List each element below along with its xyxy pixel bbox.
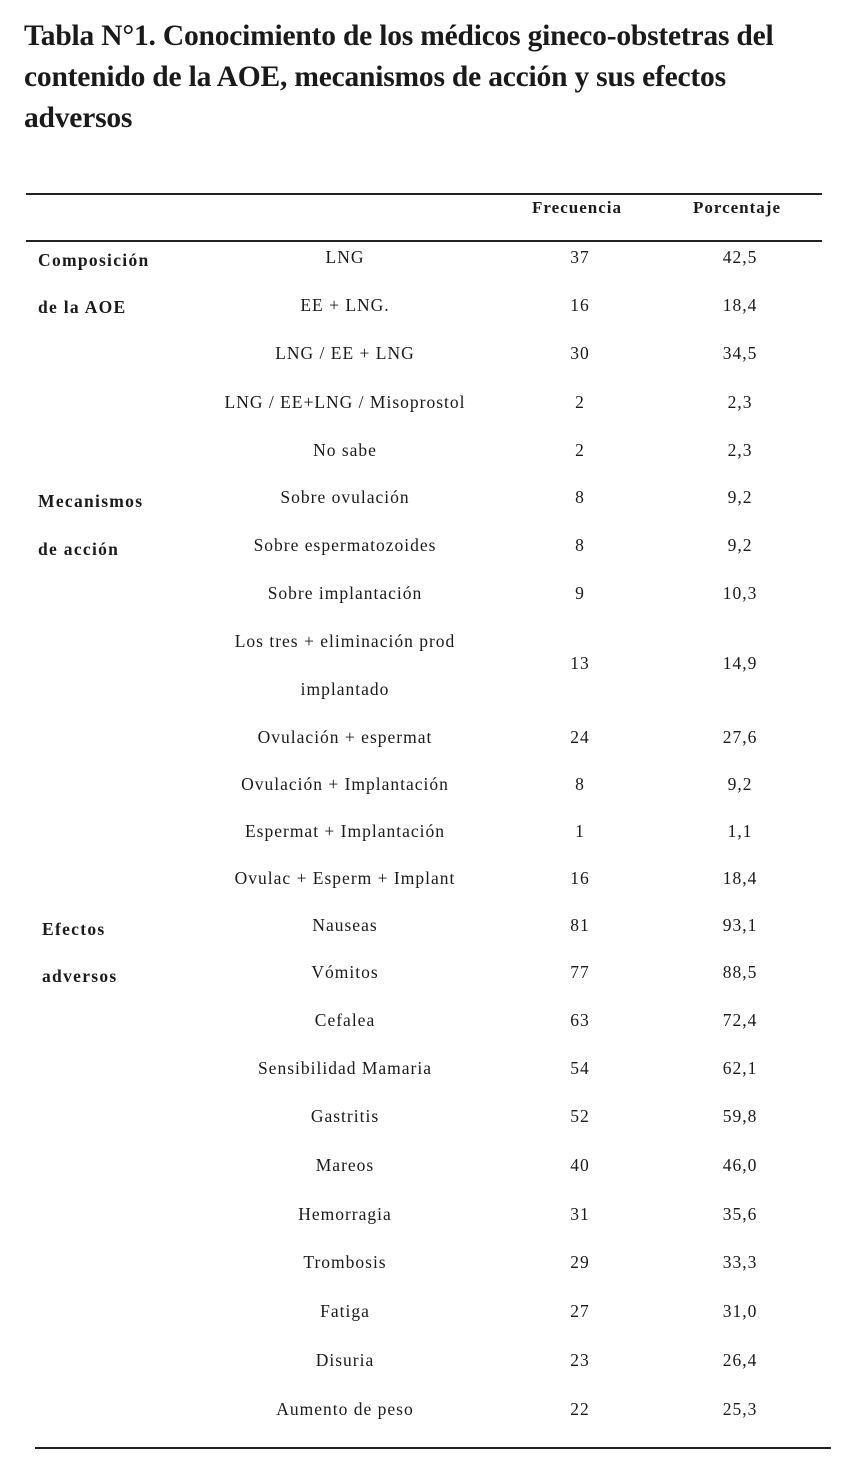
row-item: Sobre implantación: [267, 583, 423, 603]
row-porcentaje: 2,3: [727, 440, 753, 460]
table-bottom-rule: [35, 1447, 831, 1449]
row-porcentaje: 18,4: [722, 295, 758, 315]
row-item: Sobre ovulación: [280, 487, 410, 507]
row-item: Los tres + eliminación prod: [234, 631, 456, 651]
row-porcentaje: 25,3: [722, 1399, 758, 1419]
group-label-efectos-line2: adversos: [42, 966, 118, 986]
row-porcentaje: 31,0: [722, 1301, 758, 1321]
row-frecuencia: 22: [570, 1399, 590, 1419]
row-item: Hemorragia: [298, 1204, 392, 1224]
row-item: Disuria: [315, 1350, 375, 1370]
row-porcentaje: 46,0: [722, 1155, 758, 1175]
row-item: Cefalea: [314, 1010, 376, 1030]
row-item: Ovulación + Implantación: [241, 774, 449, 794]
row-porcentaje: 42,5: [722, 247, 758, 267]
row-item: No sabe: [313, 440, 377, 460]
row-item: EE + LNG.: [300, 295, 390, 315]
row-item: Sobre espermatozoides: [253, 535, 437, 555]
row-frecuencia: 31: [570, 1204, 590, 1224]
row-frecuencia: 13: [570, 653, 590, 673]
row-frecuencia: 2: [575, 440, 585, 460]
row-frecuencia: 16: [570, 868, 590, 888]
row-frecuencia: 16: [570, 295, 590, 315]
row-item: Aumento de peso: [276, 1399, 414, 1419]
row-item: LNG / EE + LNG: [275, 343, 415, 363]
row-frecuencia: 54: [570, 1058, 590, 1078]
row-porcentaje: 1,1: [727, 821, 753, 841]
table-header-rule: [26, 240, 822, 242]
row-item: Sensibilidad Mamaria: [257, 1058, 433, 1078]
row-item: Nauseas: [312, 915, 378, 935]
row-frecuencia: 24: [570, 727, 590, 747]
row-porcentaje: 62,1: [722, 1058, 758, 1078]
row-porcentaje: 9,2: [727, 487, 753, 507]
row-porcentaje: 27,6: [722, 727, 758, 747]
row-porcentaje: 26,4: [722, 1350, 758, 1370]
row-porcentaje: 9,2: [727, 535, 753, 555]
row-porcentaje: 14,9: [722, 653, 758, 673]
row-frecuencia: 8: [575, 487, 585, 507]
table-top-rule: [26, 193, 822, 195]
row-frecuencia: 30: [570, 343, 590, 363]
row-frecuencia: 1: [575, 821, 585, 841]
row-frecuencia: 52: [570, 1106, 590, 1126]
row-item: Gastritis: [310, 1106, 380, 1126]
row-item: Espermat + Implantación: [244, 821, 446, 841]
row-item-line2: implantado: [300, 679, 390, 699]
group-label-mecanismos: Mecanismos: [38, 491, 144, 511]
row-item: Ovulac + Esperm + Implant: [234, 868, 456, 888]
row-frecuencia: 37: [570, 247, 590, 267]
row-frecuencia: 27: [570, 1301, 590, 1321]
row-porcentaje: 10,3: [722, 583, 758, 603]
row-frecuencia: 9: [575, 583, 585, 603]
row-porcentaje: 9,2: [727, 774, 753, 794]
row-frecuencia: 23: [570, 1350, 590, 1370]
column-header-frecuencia: Frecuencia: [532, 198, 622, 217]
table-title: Tabla N°1. Conocimiento de los médicos gineco-obstetras del contenido de la AOE, mecanismos de acción y sus efectos adversos: [24, 20, 774, 134]
row-porcentaje: 59,8: [722, 1106, 758, 1126]
row-porcentaje: 35,6: [722, 1204, 758, 1224]
row-frecuencia: 8: [575, 774, 585, 794]
group-label-mecanismos-line2: de acción: [38, 539, 120, 559]
row-porcentaje: 33,3: [722, 1252, 758, 1272]
row-porcentaje: 88,5: [722, 962, 758, 982]
group-label-composicion: Composición: [38, 250, 150, 270]
row-frecuencia: 63: [570, 1010, 590, 1030]
row-item: Mareos: [315, 1155, 375, 1175]
row-porcentaje: 34,5: [722, 343, 758, 363]
row-frecuencia: 77: [570, 962, 590, 982]
row-porcentaje: 18,4: [722, 868, 758, 888]
row-item: Vómitos: [311, 962, 379, 982]
row-item: Fatiga: [320, 1301, 370, 1321]
group-label-composicion-line2: de la AOE: [38, 297, 127, 317]
row-frecuencia: 81: [570, 915, 590, 935]
row-porcentaje: 93,1: [722, 915, 758, 935]
group-label-efectos: Efectos: [42, 919, 106, 939]
row-porcentaje: 72,4: [722, 1010, 758, 1030]
row-frecuencia: 29: [570, 1252, 590, 1272]
column-header-porcentaje: Porcentaje: [692, 198, 782, 217]
row-frecuencia: 8: [575, 535, 585, 555]
row-item: Trombosis: [303, 1252, 387, 1272]
row-item-wrap: [150, 617, 540, 713]
row-frecuencia: 2: [575, 392, 585, 412]
row-item: LNG: [325, 247, 365, 267]
row-frecuencia: 40: [570, 1155, 590, 1175]
row-porcentaje: 2,3: [727, 392, 753, 412]
row-item: LNG / EE+LNG / Misoprostol: [224, 392, 466, 412]
row-item: Ovulación + espermat: [257, 727, 433, 747]
